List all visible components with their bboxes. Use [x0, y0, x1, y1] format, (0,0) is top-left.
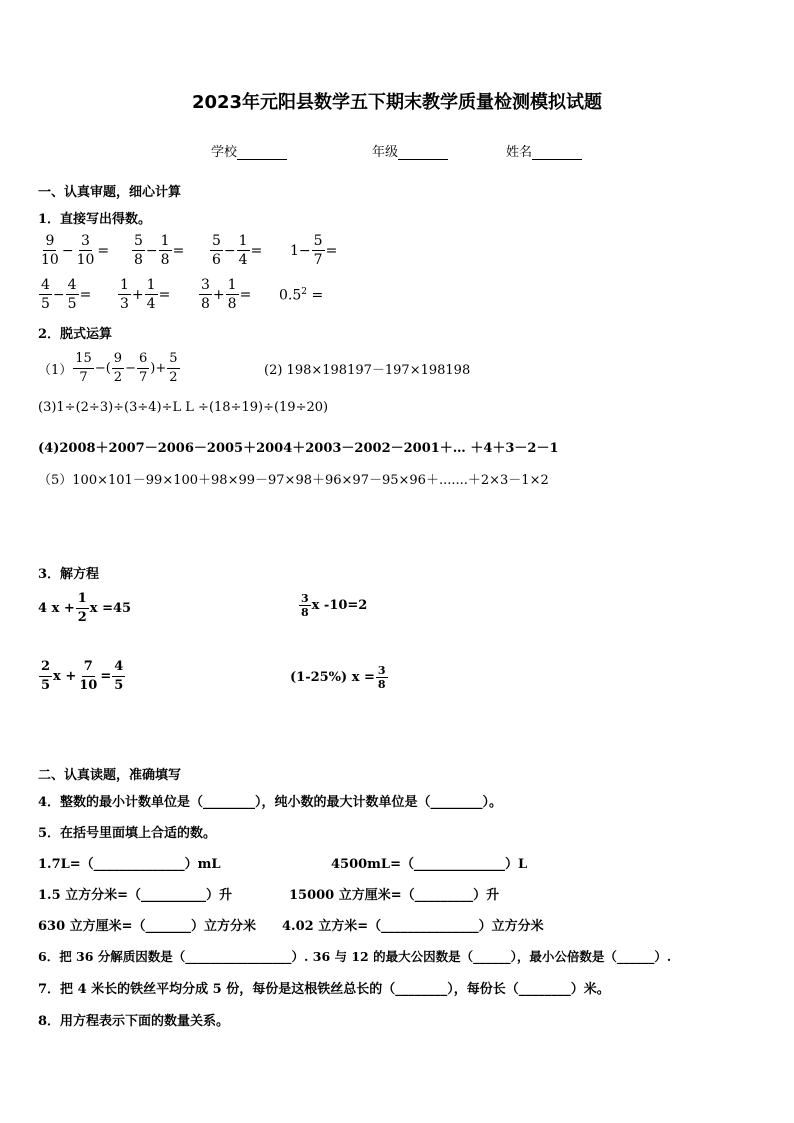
- suffix: x =45: [89, 601, 132, 616]
- denominator: 10: [76, 252, 95, 268]
- q1-text: 1．直接写出得数。: [38, 212, 152, 227]
- q2-3: (3)1÷(2÷3)÷(3÷4)÷L L ÷(18÷19)÷(19÷20): [38, 400, 329, 415]
- section1-heading: 一、认真审题，细心计算: [38, 185, 182, 200]
- q3-4: [290, 664, 389, 691]
- numerator: 5: [212, 233, 221, 249]
- q1-a: [38, 232, 109, 269]
- q7-text: 7．把 4 米长的铁丝平均分成 5 份，每份是这根铁丝总长的（________），每份长（________）米。: [38, 982, 610, 997]
- q5-text: 5．在括号里面填上合适的数。: [38, 826, 217, 841]
- q1-b: [131, 232, 184, 269]
- name-blank[interactable]: [532, 145, 582, 160]
- numerator: 1: [76, 590, 89, 609]
- operator: −: [61, 242, 74, 259]
- school-label: 学校: [211, 145, 238, 160]
- section2-heading: 二、认真读题，准确填写: [38, 768, 182, 783]
- numerator: 1: [160, 233, 170, 249]
- operator: x +: [53, 669, 77, 684]
- equals: =: [239, 286, 252, 303]
- equals: =: [79, 286, 92, 303]
- grade-field: [372, 141, 448, 160]
- q2-1: [38, 350, 181, 387]
- operator: +: [212, 286, 225, 303]
- q2-text: 2．脱式运算: [38, 327, 113, 342]
- prefix: 4 x +: [38, 601, 75, 616]
- q2-2: (2) 198×198197－197×198198: [264, 363, 471, 378]
- prefix: (1-25%) x =: [290, 670, 375, 685]
- operator: −: [52, 286, 65, 303]
- q1-e: [38, 276, 91, 313]
- q2-4: (4)2008＋2007－2006－2005＋2004＋2003－2002－2001＋… ＋4＋3－2－1: [38, 441, 559, 456]
- q3-1: [38, 590, 131, 627]
- name-field: [506, 141, 582, 160]
- numerator: 5: [313, 233, 323, 249]
- denominator: 2: [169, 370, 178, 385]
- numerator: 4: [67, 277, 77, 293]
- q1-c: [209, 232, 262, 269]
- base: 0.5: [279, 287, 302, 304]
- denominator: 8: [160, 252, 170, 268]
- operator: +: [131, 286, 144, 303]
- suffix: x -10=2: [311, 598, 368, 613]
- numerator: 1: [120, 277, 129, 293]
- exponent: 2: [301, 287, 307, 297]
- operator: −: [125, 361, 136, 376]
- denominator: 5: [67, 296, 77, 312]
- operator: −: [223, 242, 236, 259]
- numerator: 4: [112, 658, 125, 677]
- numerator: 3: [81, 233, 90, 249]
- numerator: 1: [227, 277, 237, 293]
- numerator: 3: [301, 592, 309, 605]
- numerator: 7: [82, 658, 95, 677]
- q4-text: 4．整数的最小计数单位是（________），纯小数的最大计数单位是（________）。: [38, 795, 503, 810]
- denominator: 2: [113, 370, 123, 385]
- denominator: 7: [138, 370, 148, 385]
- denominator: 7: [79, 370, 88, 385]
- q3-text: 3．解方程: [38, 567, 100, 582]
- equals: =: [158, 286, 171, 303]
- denominator: 10: [79, 678, 98, 693]
- q3-3: [38, 658, 126, 695]
- denominator: 5: [41, 296, 50, 312]
- denominator: 4: [238, 252, 248, 268]
- label: （1）: [38, 363, 73, 378]
- denominator: 8: [227, 296, 237, 312]
- q5-5: 630 立方厘米=（_______）立方分米: [38, 919, 257, 934]
- q6-text: 6．把 36 分解质因数是（_________________）. 36 与 12 的最大公因数是（______），最小公倍数是（______）.: [38, 949, 672, 964]
- q8-text: 8．用方程表示下面的数量关系。: [38, 1014, 230, 1029]
- denominator: 8: [134, 252, 143, 268]
- numerator: 5: [134, 233, 143, 249]
- q5-3: 1.5 立方分米=（__________）升: [38, 888, 233, 903]
- numerator: 1: [238, 233, 248, 249]
- denominator: 6: [212, 252, 221, 268]
- q5-1: 1.7L=（______________）mL: [38, 857, 221, 872]
- q1-f: [117, 276, 170, 313]
- numerator: 5: [167, 350, 179, 369]
- numerator: 3: [377, 664, 386, 677]
- page-title: 2023年元阳县数学五下期末教学质量检测模拟试题: [191, 92, 603, 113]
- school-blank[interactable]: [237, 145, 287, 160]
- q5-2: 4500mL=（______________）L: [331, 857, 528, 872]
- denominator: 7: [313, 252, 323, 268]
- numerator: 4: [41, 277, 50, 293]
- numerator: 1: [146, 277, 156, 293]
- numerator: 9: [112, 350, 124, 369]
- numerator: 15: [73, 350, 94, 369]
- school-field: [211, 141, 287, 160]
- q5-6: 4.02 立方米=（_______________）立方分米: [282, 919, 544, 934]
- denominator: 8: [377, 678, 386, 691]
- equals: =: [325, 242, 338, 259]
- q2-5: （5）100×101－99×100＋98×99－97×98＋96×97－95×96＋.......＋2×3－1×2: [38, 473, 549, 488]
- denominator: 5: [114, 678, 124, 693]
- equals: =: [311, 287, 324, 304]
- numerator: 3: [201, 277, 210, 293]
- numerator: 9: [45, 233, 55, 249]
- denominator: 2: [77, 610, 87, 625]
- q1-d: [290, 232, 337, 269]
- denominator: 4: [146, 296, 156, 312]
- equals: =: [172, 242, 185, 259]
- grade-blank[interactable]: [398, 145, 448, 160]
- denominator: 8: [201, 296, 210, 312]
- q1-g: [198, 276, 251, 313]
- denominator: 3: [120, 296, 129, 312]
- equals: =: [97, 242, 110, 259]
- denominator: 5: [41, 678, 51, 693]
- q5-4: 15000 立方厘米=（_________）升: [289, 888, 500, 903]
- operator: −: [145, 242, 158, 259]
- prefix: 1−: [290, 242, 311, 259]
- operator: )+: [150, 361, 167, 376]
- equals: =: [250, 242, 263, 259]
- equals: =: [100, 669, 112, 684]
- q3-2: [298, 592, 367, 619]
- denominator: 8: [301, 606, 309, 619]
- operator: −(: [94, 361, 111, 376]
- name-label: 姓名: [506, 145, 533, 160]
- denominator: 10: [41, 252, 59, 268]
- numerator: 6: [137, 350, 149, 369]
- numerator: 2: [39, 658, 52, 677]
- grade-label: 年级: [372, 145, 399, 160]
- q1-h: [279, 287, 323, 304]
